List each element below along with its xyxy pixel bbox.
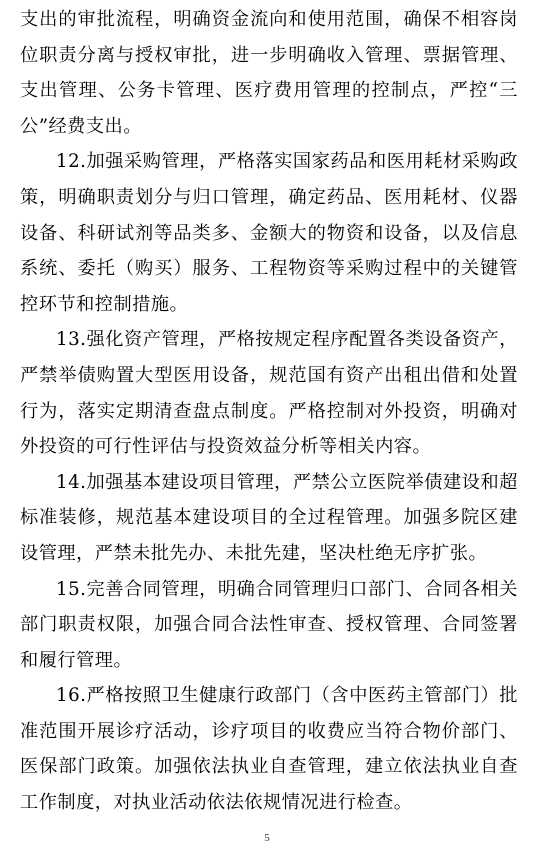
paragraph-item-12: 12.加强采购管理，严格落实国家药品和医用耗材采购政策，明确职责划分与归口管理，确定药品、医用耗材、仪器设备、科研试剂等品类多、金额大的物资和设备，以及信息系统、委托（购买）服务、工程物资等采购过程中的关键管控环节和控制措施。: [20, 151, 518, 315]
paragraph-item-14: 14.加强基本建设项目管理，严禁公立医院举债建设和超标准装修，规范基本建设项目的全过程管理。加强多院区建设管理，严禁未批先办、未批先建，坚决杜绝无序扩张。: [20, 471, 518, 564]
document-page: [20, 0, 518, 821]
page-number: 5: [264, 832, 270, 844]
paragraph-continuation: 支出的审批流程，明确资金流向和使用范围，确保不相容岗位职责分离与授权审批，进一步明确收入管理、票据管理、支出管理、公务卡管理、医疗费用管理的控制点，严控“三公”经费支出。: [20, 9, 518, 137]
paragraph-item-15: 15.完善合同管理，明确合同管理归口部门、合同各相关部门职责权限，加强合同合法性审查、授权管理、合同签署和履行管理。: [20, 578, 518, 671]
paragraph-item-13: 13.强化资产管理，严格按规定程序配置各类设备资产，严禁举债购置大型医用设备，规范国有资产出租出借和处置行为，落实定期清查盘点制度。严格控制对外投资，明确对外投资的可行性评估与投资效益分析等相关内容。: [20, 329, 518, 458]
paragraph-item-16: 16.严格按照卫生健康行政部门（含中医药主管部门）批准范围开展诊疗活动，诊疗项目的收费应当符合物价部门、医保部门政策。加强依法执业自查管理，建立依法执业自查工作制度，对执业活动依法依规情况进行检查。: [20, 685, 518, 814]
